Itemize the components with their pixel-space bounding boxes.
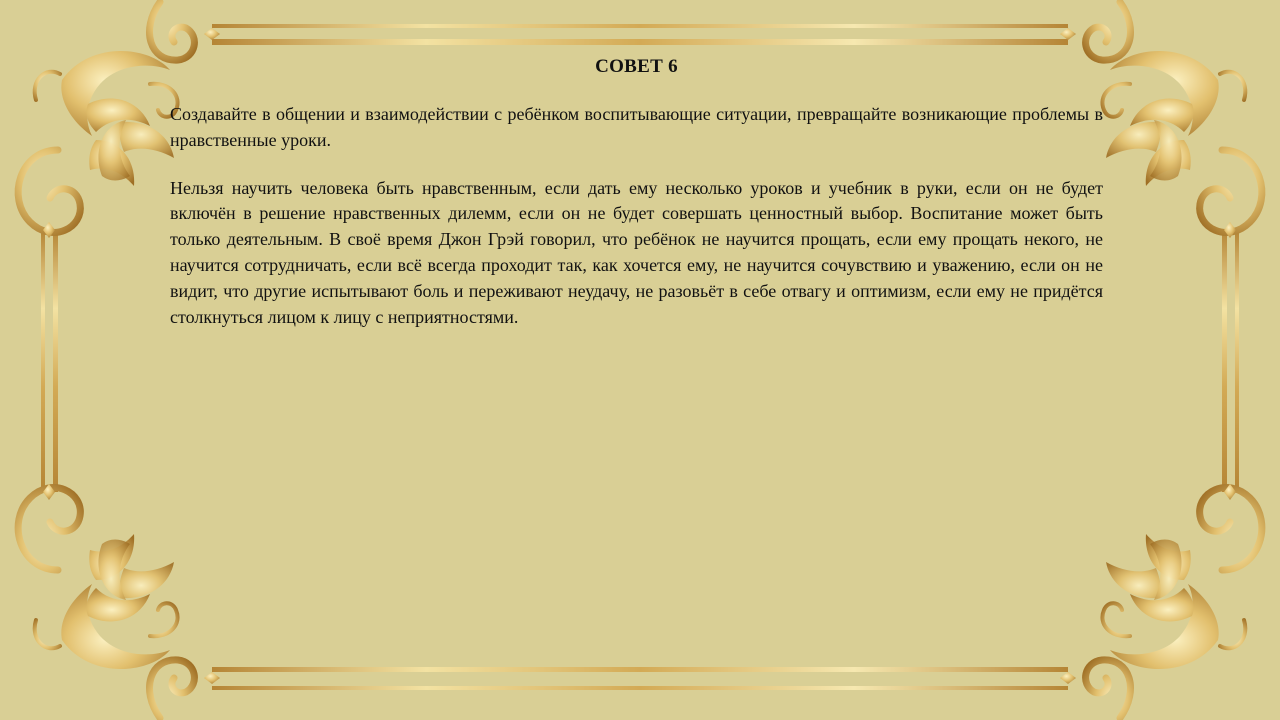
gold-flourish-icon [18, 488, 194, 718]
slide-title: СОВЕТ 6 [595, 56, 678, 77]
body-paragraph: Нельзя научить человека быть нравственным, если дать ему несколько уроков и учебник в руки, если он не будет включён в решение нравственных дилемм, если он не будет совершать ценностный выбор. Воспитание может быть только деятельным. В своё время Джон Грэй говорил, что ребёнок не научится прощать, если ему прощать некого, не научится сотрудничать, если всё всегда проходит так, как хочется ему, не научится сочувствию и уважению, если он не видит, что другие испытывают боль и переживают неудачу, не разовьёт в себе отвагу и оптимизм, если ему не придётся столкнуться лицом к лицу с неприятностями. [170, 177, 1103, 327]
gold-flourish-icon [1086, 2, 1262, 232]
gold-flourish-icon [1086, 488, 1262, 718]
intro-paragraph: Создавайте в общении и взаимодействии с ребёнком воспитывающие ситуации, превращайте возникающие проблемы в нравственные уроки. [170, 104, 1103, 150]
slide-content [170, 54, 1103, 352]
gold-flourish-icon [18, 2, 194, 232]
